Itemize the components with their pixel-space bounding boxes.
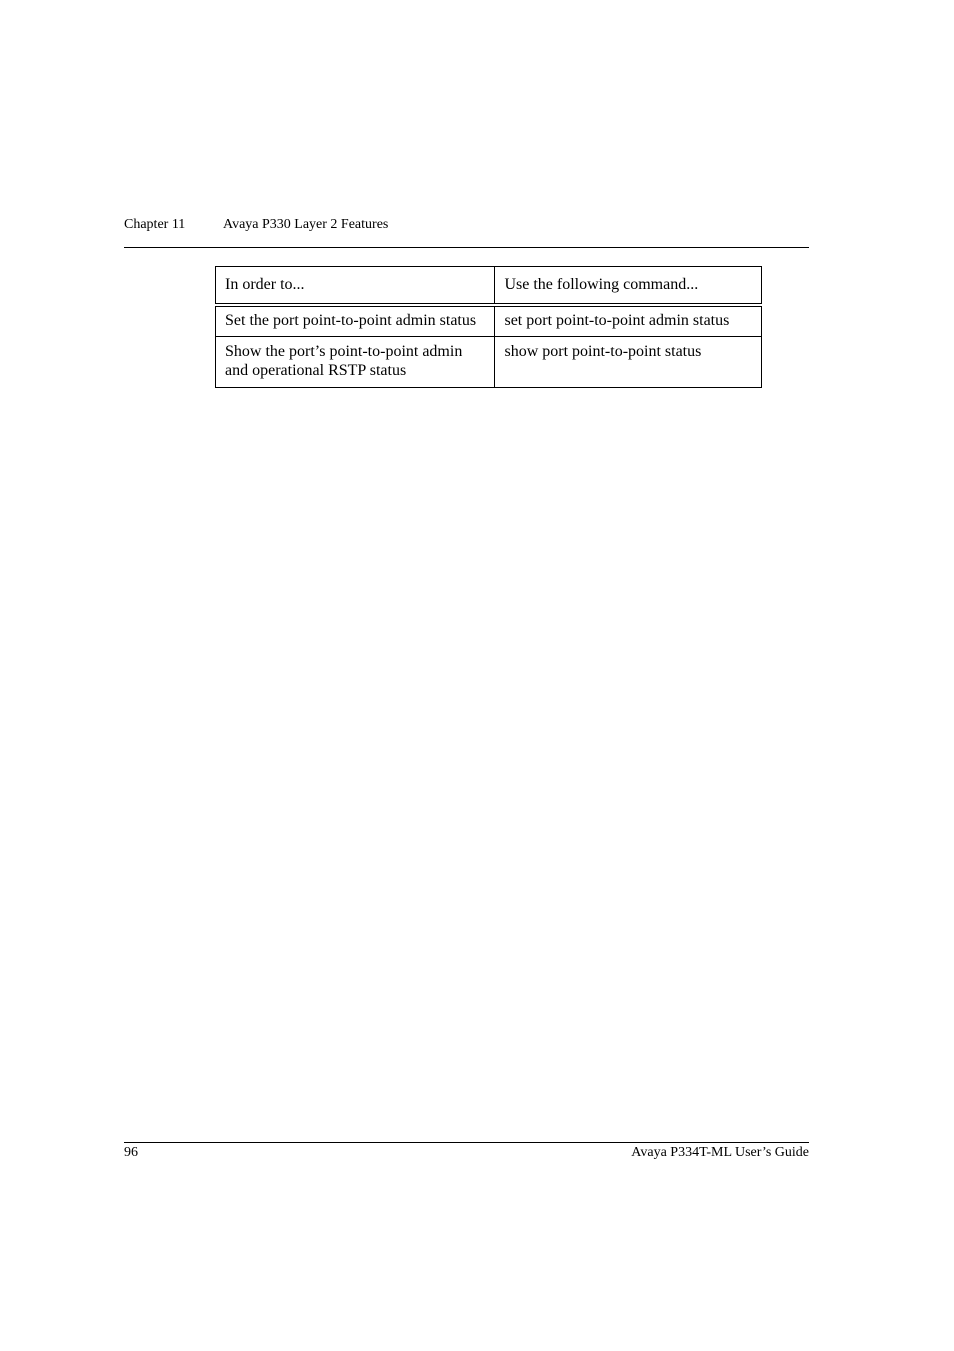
table-header-row [216,267,762,306]
table-row [216,337,762,388]
table-cell-purpose: Show the port’s point-to-point admin and operational RSTP status [216,337,495,388]
header-rule [124,247,809,248]
command-table [215,266,762,388]
table-row [216,305,762,337]
page-number: 96 [124,1145,138,1160]
footer-rule [124,1142,809,1143]
column-header-command: Use the following command... [495,267,762,306]
table-cell-command: set port point-to-point admin status [495,305,762,337]
running-header [124,216,808,234]
guide-title: Avaya P334T-ML User’s Guide [631,1145,809,1160]
table-cell-command: show port point-to-point status [495,337,762,388]
chapter-number: Chapter 11 [124,217,186,232]
column-header-purpose: In order to... [216,267,495,306]
table-cell-purpose: Set the port point-to-point admin status [216,305,495,337]
chapter-title: Avaya P330 Layer 2 Features [223,217,389,232]
